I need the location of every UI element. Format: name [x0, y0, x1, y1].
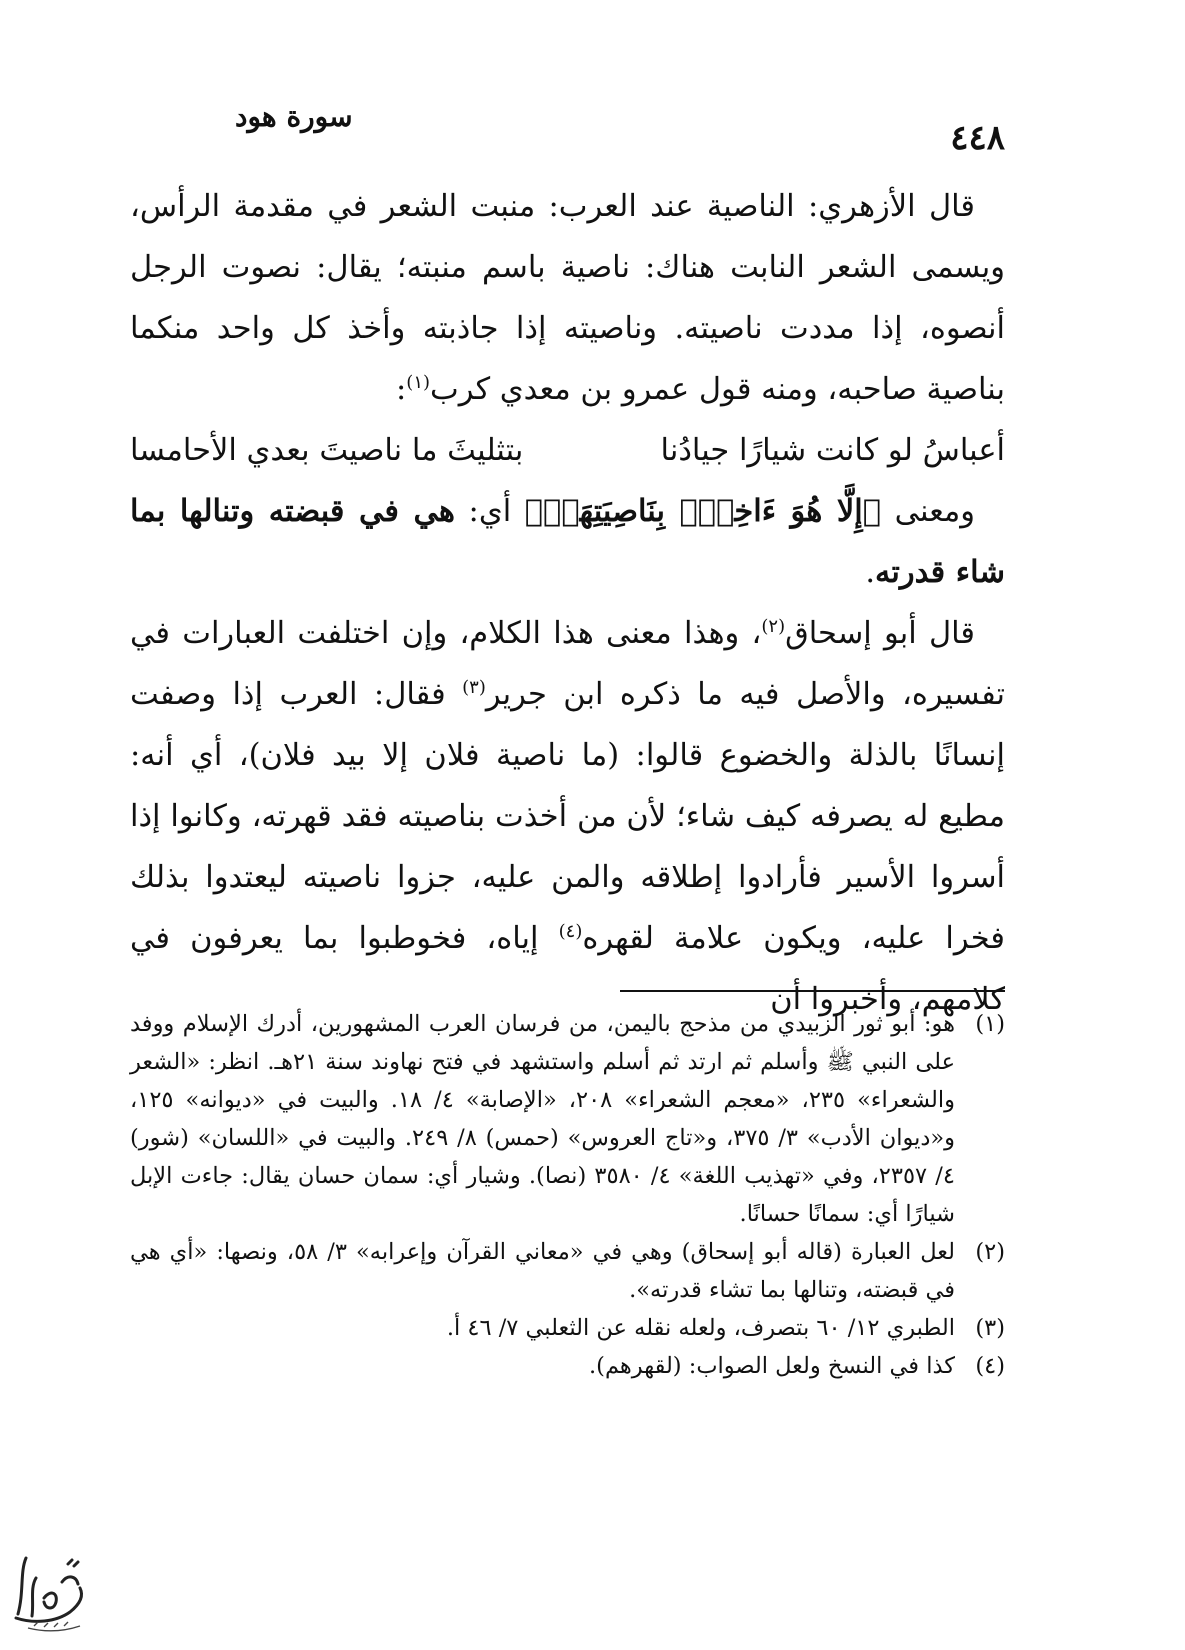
paragraph-text: ، وهذا معنى هذا الكلام، وإن اختلفت العبارات في تفسيره، والأصل فيه ما ذكره ابن جرير [130, 616, 1005, 712]
paragraph-text: فقال: العرب إذا وصفت إنسانًا بالذلة والخضوع قالوا: (ما ناصية فلان إلا بيد فلان)، أي أنه: مطيع له يصرفه كيف شاء؛ لأن من أخذت بناصيته فقد قهرته، وكانوا إذا أسروا الأسير فأرادوا إطلاقه والمن عليه، جزوا ناصيته ليعتدوا بذلك فخرا عليه، ويكون علامة لقهره [130, 677, 1005, 956]
footnote-text: كذا في النسخ ولعل الصواب: (لقهرهم). [589, 1353, 955, 1379]
paragraph-text: قال الأزهري: الناصية عند العرب: منبت الشعر في مقدمة الرأس، ويسمى الشعر النابت هناك: ناصية باسم منبته؛ يقال: نصوت الرجل أنصوه، إذا مددت ناصيته. وناصيته إذا جاذبته وأخذ كل واحد منكما بناصية صاحبه، ومنه قول عمرو بن معدي كرب [130, 189, 1005, 407]
footnote-text: هو: أبو ثور الزبيدي من مذحج باليمن، من فرسان العرب المشهورين، أدرك الإسلام ووفد على النبي ﷺ وأسلم ثم ارتد ثم أسلم واستشهد في فتح نهاوند سنة ٢١هـ. انظر: «الشعر والشعراء» ٢٣٥، «معجم الشعراء» ٢٠٨، «الإصابة» ٤/ ١٨. والبيت في «ديوانه» ١٢٥، و«ديوان الأدب» ٣/ ٣٧٥، و«تاج العروس» (حمس) ٨/ ٢٤٩. والبيت في «اللسان» (شور) ٤/ ٢٣٥٧، وفي «تهذيب اللغة» ٤/ ٣٥٨٠ (نصا). وشيار أي: سمان حسان يقال: جاءت الإبل شيارًا أي: سمانًا حسانًا. [130, 1011, 956, 1227]
footnote-number: (٤) [975, 1353, 1005, 1379]
footnote-2 [130, 1233, 1005, 1309]
paragraph-azhari [130, 176, 1005, 420]
page-header [175, 100, 1005, 158]
paragraph-text: قال أبو إسحاق [785, 616, 976, 651]
paragraph-text: . [865, 555, 876, 590]
bold-phrase: هي في قبضته وتنالها بما شاء قدرته [130, 493, 1005, 590]
footnote-ref: (٢) [761, 615, 786, 637]
footnote-1 [130, 1005, 1005, 1233]
footnote-number: (٣) [975, 1315, 1005, 1341]
verse-hemistich-first: أعباسُ لو كانت شيارًا جيادُنا [660, 433, 1005, 468]
page-number: ٤٤٨ [950, 118, 1005, 158]
footnote-number: (١) [975, 1011, 1005, 1037]
footnote-3 [130, 1309, 1005, 1347]
paragraph-text: : [396, 372, 407, 407]
paragraph-meaning [130, 481, 1005, 603]
main-text [130, 176, 1005, 1030]
footnotes [130, 1005, 1005, 1385]
verse-hemistich-second: بتثليثَ ما ناصيتَ بعدي الأحامسا [130, 433, 524, 468]
paragraph-abu-ishaq [130, 603, 1005, 1030]
footnote-number: (٢) [975, 1239, 1005, 1265]
footnote-ref: (٣) [462, 676, 486, 698]
paragraph-text: أي: [468, 494, 512, 529]
footnote-4 [130, 1347, 1005, 1385]
footnote-ref: (٤) [558, 920, 583, 942]
poetry-verse [130, 420, 1005, 481]
library-seal-logo-icon [10, 1552, 92, 1636]
paragraph-text: إياه، فخوطبوا بما يعرفون في كلامهم، وأخبروا أن [130, 921, 1005, 1017]
footnote-text: الطبري ١٢/ ٦٠ بتصرف، ولعله نقله عن الثعلبي ٧/ ٤٦ أ. [446, 1315, 955, 1341]
footnote-ref: (١) [406, 371, 431, 393]
footnote-divider [620, 990, 1005, 992]
quran-quote: ﴿إِلَّا هُوَ ءَاخِذُۢ بِنَاصِيَتِهَآۚ﴾ [524, 493, 882, 529]
footnote-text: لعل العبارة (قاله أبو إسحاق) وهي في «معاني القرآن وإعرابه» ٣/ ٥٨، ونصها: «أي هي في قبضته، وتنالها بما تشاء قدرته». [130, 1239, 955, 1303]
paragraph-text: ومعنى [894, 494, 975, 529]
running-title: سورة هود [235, 100, 353, 133]
